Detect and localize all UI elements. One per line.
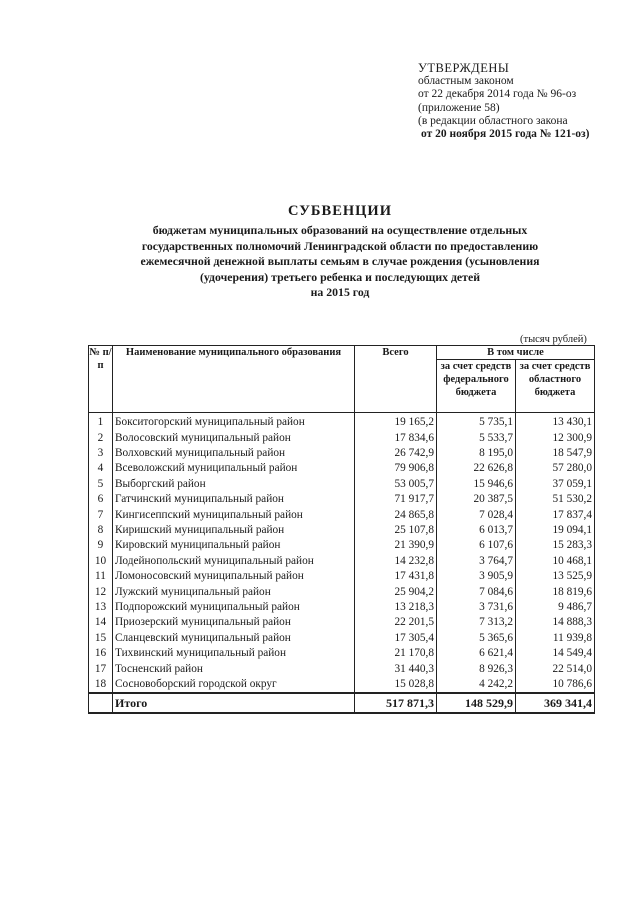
row-name: Тихвинский муниципальный район — [113, 646, 355, 661]
table-header-row — [89, 346, 595, 360]
row-name: Сосновоборский городской округ — [113, 677, 355, 693]
row-federal: 5 735,1 — [437, 413, 516, 431]
units-note: (тысяч рублей) — [520, 334, 587, 345]
row-total: 53 005,7 — [355, 477, 437, 492]
row-regional: 9 486,7 — [516, 600, 595, 615]
row-name: Лужский муниципальный район — [113, 584, 355, 599]
title-main: СУБВЕНЦИИ — [288, 203, 392, 219]
row-num: 3 — [89, 446, 113, 461]
row-total: 14 232,8 — [355, 554, 437, 569]
row-name: Волховский муниципальный район — [113, 446, 355, 461]
row-num: 16 — [89, 646, 113, 661]
table-row — [89, 446, 595, 461]
row-federal: 5 365,6 — [437, 630, 516, 645]
title-line: ежемесячной денежной выплаты семьям в случае рождения (усыновления — [140, 254, 540, 268]
table-row — [89, 600, 595, 615]
row-federal: 8 926,3 — [437, 661, 516, 676]
row-total: 21 390,9 — [355, 538, 437, 553]
total-num-cell — [89, 693, 113, 713]
row-federal: 7 313,2 — [437, 615, 516, 630]
table-body — [89, 413, 595, 694]
row-total: 17 431,8 — [355, 569, 437, 584]
row-regional: 18 547,9 — [516, 446, 595, 461]
header-num: № п/п — [89, 346, 113, 413]
approval-heading: УТВЕРЖДЕНЫ — [418, 61, 510, 75]
row-federal: 20 387,5 — [437, 492, 516, 507]
row-num: 2 — [89, 430, 113, 445]
table-row — [89, 584, 595, 599]
row-name: Ломоносовский муниципальный район — [113, 569, 355, 584]
row-total: 19 165,2 — [355, 413, 437, 431]
title-year: на 2015 год — [310, 285, 370, 299]
row-num: 18 — [89, 677, 113, 693]
row-name: Волосовский муниципальный район — [113, 430, 355, 445]
table-row — [89, 646, 595, 661]
row-regional: 10 786,6 — [516, 677, 595, 693]
row-total: 71 917,7 — [355, 492, 437, 507]
row-regional: 15 283,3 — [516, 538, 595, 553]
header-including: В том числе — [437, 346, 595, 360]
row-name: Гатчинский муниципальный район — [113, 492, 355, 507]
row-federal: 8 195,0 — [437, 446, 516, 461]
row-num: 11 — [89, 569, 113, 584]
row-total: 25 904,2 — [355, 584, 437, 599]
total-row — [89, 693, 595, 713]
row-name: Сланцевский муниципальный район — [113, 630, 355, 645]
row-regional: 22 514,0 — [516, 661, 595, 676]
row-total: 22 201,5 — [355, 615, 437, 630]
row-federal: 6 621,4 — [437, 646, 516, 661]
row-federal: 6 013,7 — [437, 523, 516, 538]
table-row — [89, 554, 595, 569]
row-name: Лодейнопольский муниципальный район — [113, 554, 355, 569]
row-total: 26 742,9 — [355, 446, 437, 461]
table-row — [89, 413, 595, 431]
row-name: Приозерский муниципальный район — [113, 615, 355, 630]
row-num: 5 — [89, 477, 113, 492]
header-total: Всего — [355, 346, 437, 413]
row-regional: 10 468,1 — [516, 554, 595, 569]
title-line: бюджетам муниципальных образований на осуществление отдельных — [152, 223, 528, 237]
row-federal: 3 731,6 — [437, 600, 516, 615]
title-line: (удочерения) третьего ребенка и последующих детей — [199, 269, 481, 284]
row-name: Подпорожский муниципальный район — [113, 600, 355, 615]
row-regional: 13 525,9 — [516, 569, 595, 584]
row-total: 13 218,3 — [355, 600, 437, 615]
table-row — [89, 538, 595, 553]
row-federal: 6 107,6 — [437, 538, 516, 553]
row-regional: 14 888,3 — [516, 615, 595, 630]
row-num: 13 — [89, 600, 113, 615]
row-regional: 12 300,9 — [516, 430, 595, 445]
row-regional: 13 430,1 — [516, 413, 595, 431]
row-name: Кингисеппский муниципальный район — [113, 507, 355, 522]
row-regional: 37 059,1 — [516, 477, 595, 492]
row-regional: 57 280,0 — [516, 461, 595, 476]
row-federal: 5 533,7 — [437, 430, 516, 445]
row-num: 10 — [89, 554, 113, 569]
row-name: Тосненский район — [113, 661, 355, 676]
row-regional: 18 819,6 — [516, 584, 595, 599]
approval-line: от 20 ноября 2015 года № 121-оз) — [421, 128, 590, 141]
table-row — [89, 430, 595, 445]
table-row — [89, 615, 595, 630]
header-name: Наименование муниципального образования — [113, 346, 355, 413]
total-federal: 148 529,9 — [437, 693, 516, 713]
document-title — [90, 203, 590, 301]
total-label: Итого — [113, 693, 355, 713]
row-total: 21 170,8 — [355, 646, 437, 661]
row-num: 9 — [89, 538, 113, 553]
approval-line: областным законом — [418, 75, 514, 88]
row-federal: 3 905,9 — [437, 569, 516, 584]
header-regional: за счет средств областного бюджета — [516, 360, 595, 413]
row-num: 17 — [89, 661, 113, 676]
title-line: государственных полномочий Ленинградской области по предоставлению — [141, 238, 539, 253]
row-regional: 11 939,8 — [516, 630, 595, 645]
row-num: 15 — [89, 630, 113, 645]
row-num: 12 — [89, 584, 113, 599]
row-regional: 14 549,4 — [516, 646, 595, 661]
row-num: 8 — [89, 523, 113, 538]
row-total: 17 305,4 — [355, 630, 437, 645]
row-name: Выборгский район — [113, 477, 355, 492]
row-name: Киришский муниципальный район — [113, 523, 355, 538]
row-total: 17 834,6 — [355, 430, 437, 445]
row-num: 4 — [89, 461, 113, 476]
row-federal: 22 626,8 — [437, 461, 516, 476]
row-total: 15 028,8 — [355, 677, 437, 693]
row-num: 1 — [89, 413, 113, 431]
table-row — [89, 461, 595, 476]
row-federal: 7 084,6 — [437, 584, 516, 599]
approval-line: от 22 декабря 2014 года № 96-оз — [418, 88, 577, 101]
row-federal: 3 764,7 — [437, 554, 516, 569]
header-federal: за счет средств федерального бюджета — [437, 360, 516, 413]
table-row — [89, 477, 595, 492]
row-total: 25 107,8 — [355, 523, 437, 538]
approval-line: (в редакции областного закона — [418, 114, 568, 127]
table-row — [89, 630, 595, 645]
row-total: 31 440,3 — [355, 661, 437, 676]
row-num: 6 — [89, 492, 113, 507]
table-row — [89, 507, 595, 522]
total-regional: 369 341,4 — [516, 693, 595, 713]
table-row — [89, 492, 595, 507]
row-federal: 4 242,2 — [437, 677, 516, 693]
row-federal: 15 946,6 — [437, 477, 516, 492]
row-name: Кировский муниципальный район — [113, 538, 355, 553]
row-federal: 7 028,4 — [437, 507, 516, 522]
row-name: Бокситогорский муниципальный район — [113, 413, 355, 431]
row-name: Всеволожский муниципальный район — [113, 461, 355, 476]
row-total: 79 906,8 — [355, 461, 437, 476]
row-regional: 17 837,4 — [516, 507, 595, 522]
table-row — [89, 523, 595, 538]
row-num: 7 — [89, 507, 113, 522]
row-regional: 51 530,2 — [516, 492, 595, 507]
table-row — [89, 569, 595, 584]
approval-line: (приложение 58) — [418, 101, 500, 114]
row-num: 14 — [89, 615, 113, 630]
row-total: 24 865,8 — [355, 507, 437, 522]
table-row — [89, 661, 595, 676]
row-regional: 19 094,1 — [516, 523, 595, 538]
subvention-table — [88, 345, 595, 714]
table-row — [89, 677, 595, 693]
approval-stamp — [418, 62, 628, 141]
total-value: 517 871,3 — [355, 693, 437, 713]
